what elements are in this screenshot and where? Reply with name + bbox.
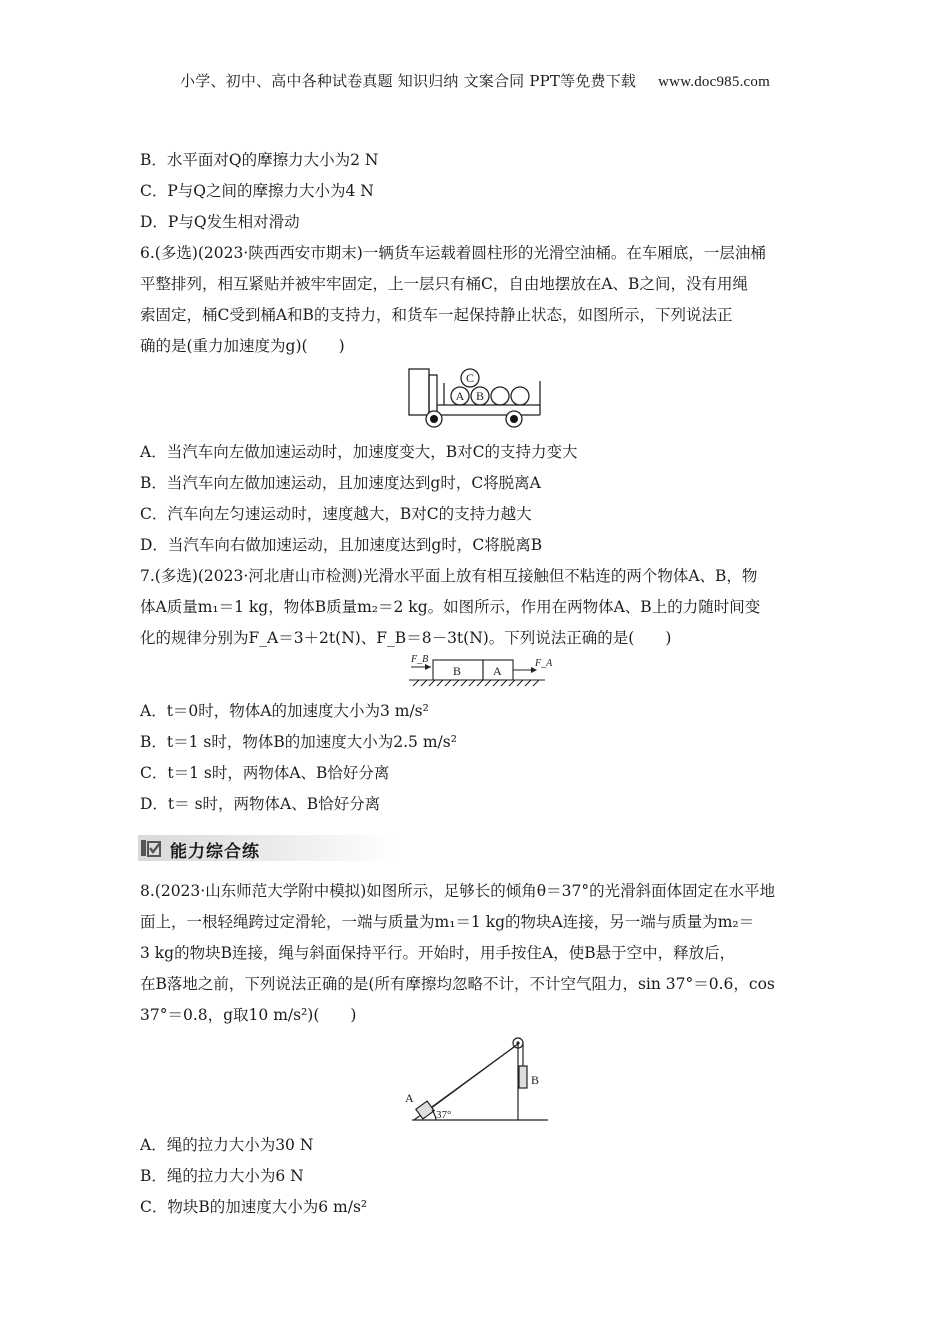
- option-b-q7: B．t＝1 s时，物体B的加速度大小为2.5 m/s²: [140, 733, 457, 751]
- label-b: B: [475, 389, 485, 403]
- question-7-line-1: 7.(多选)(2023·河北唐山市检测)光滑水平面上放有相互接触但不粘连的两个物体A、B，物: [140, 567, 758, 585]
- option-d-q5: D．P与Q发生相对滑动: [140, 213, 300, 231]
- front-wheel-hub: [430, 415, 438, 423]
- question-8-line-2: 面上，一根轻绳跨过定滑轮，一端与质量为m₁＝1 kg的物块A连接，另一端与质量为m₂＝: [140, 913, 755, 931]
- question-6-line-2: 平整排列，相互紧贴并被牢牢固定，上一层只有桶C，自由地摆放在A、B之间，没有用绳: [140, 275, 748, 293]
- option-d-q6: D．当汽车向右做加速运动，且加速度达到g时，C将脱离B: [140, 536, 543, 554]
- section-banner: [138, 835, 398, 861]
- page-header: [0, 70, 950, 91]
- option-b-q6: B．当汽车向左做加速运动，且加速度达到g时，C将脱离A: [140, 474, 541, 492]
- barrel-4: [511, 387, 529, 405]
- question-7-line-3: 化的规律分别为F_A＝3＋2t(N)、F_B＝8－3t(N)。下列说法正确的是( ): [140, 629, 672, 647]
- label-a: A: [455, 389, 465, 403]
- option-c-q7: C．t＝1 s时，两物体A、B恰好分离: [140, 764, 390, 782]
- block-a-label: A: [493, 664, 502, 678]
- question-8-line-3: 3 kg的物块B连接，绳与斜面保持平行。开始时，用手按住A，使B悬于空中，释放后，: [140, 944, 736, 962]
- option-b-q8: B．绳的拉力大小为6 N: [140, 1167, 304, 1185]
- section-title: 能力综合练: [170, 842, 260, 862]
- header-text: 小学、初中、高中各种试卷真题 知识归纳 文案合同 PPT等免费下载: [180, 72, 637, 90]
- option-c-q6: C．汽车向左匀速运动时，速度越大，B对C的支持力越大: [140, 505, 532, 523]
- option-c-q5: C．P与Q之间的摩擦力大小为4 N: [140, 182, 374, 200]
- rear-wheel-hub: [510, 415, 518, 423]
- truck-cab-rear: [429, 375, 437, 415]
- question-8-line-4: 在B落地之前，下列说法正确的是(所有摩擦均忽略不计，不计空气阻力，sin 37°＝0.6，cos: [140, 975, 775, 993]
- block-a-label: A: [405, 1091, 414, 1105]
- fb-label: F_B: [411, 654, 429, 665]
- truck-figure: [404, 363, 546, 431]
- ground-hatch: [413, 680, 539, 686]
- rope-incline: [430, 1047, 514, 1109]
- truck-cab: [409, 369, 429, 415]
- option-a-q6: A．当汽车向左做加速运动时，加速度变大，B对C的支持力变大: [140, 443, 578, 461]
- question-7-line-2: 体A质量m₁＝1 kg，物体B质量m₂＝2 kg。如图所示，作用在两物体A、B上的力随时间变: [140, 598, 761, 616]
- label-c: C: [465, 371, 475, 385]
- block-b-label: B: [453, 664, 462, 678]
- question-6-line-1: 6.(多选)(2023·陕西西安市期末)一辆货车运载着圆柱形的光滑空油桶。在车厢底，一层油桶: [140, 244, 766, 262]
- blocks-figure: [405, 652, 555, 688]
- incline-figure: [400, 1026, 552, 1128]
- header-url: www.doc985.com: [658, 74, 770, 90]
- option-d-q7: D．t＝ s时，两物体A、B恰好分离: [140, 795, 381, 813]
- fa-label: F_A: [535, 658, 553, 669]
- question-8-line-5: 37°＝0.8，g取10 m/s²)( ): [140, 1006, 357, 1024]
- option-c-q8: C．物块B的加速度大小为6 m/s²: [140, 1198, 368, 1216]
- block-b: [519, 1066, 527, 1088]
- angle-label: 37°: [436, 1109, 452, 1121]
- question-6-line-4: 确的是(重力加速度为g)( ): [140, 337, 345, 355]
- barrel-3: [491, 387, 509, 405]
- question-8-line-1: 8.(2023·山东师范大学附中模拟)如图所示，足够长的倾角θ＝37°的光滑斜面体固定在水平地: [140, 882, 776, 900]
- option-a-q8: A．绳的拉力大小为30 N: [140, 1136, 314, 1154]
- checklist-icon: [140, 838, 162, 858]
- question-6-line-3: 索固定，桶C受到桶A和B的支持力，和货车一起保持静止状态，如图所示，下列说法正: [140, 306, 733, 324]
- option-b-q5: B．水平面对Q的摩擦力大小为2 N: [140, 151, 379, 169]
- block-b-label: B: [531, 1073, 540, 1087]
- option-a-q7: A．t＝0时，物体A的加速度大小为3 m/s²: [140, 702, 429, 720]
